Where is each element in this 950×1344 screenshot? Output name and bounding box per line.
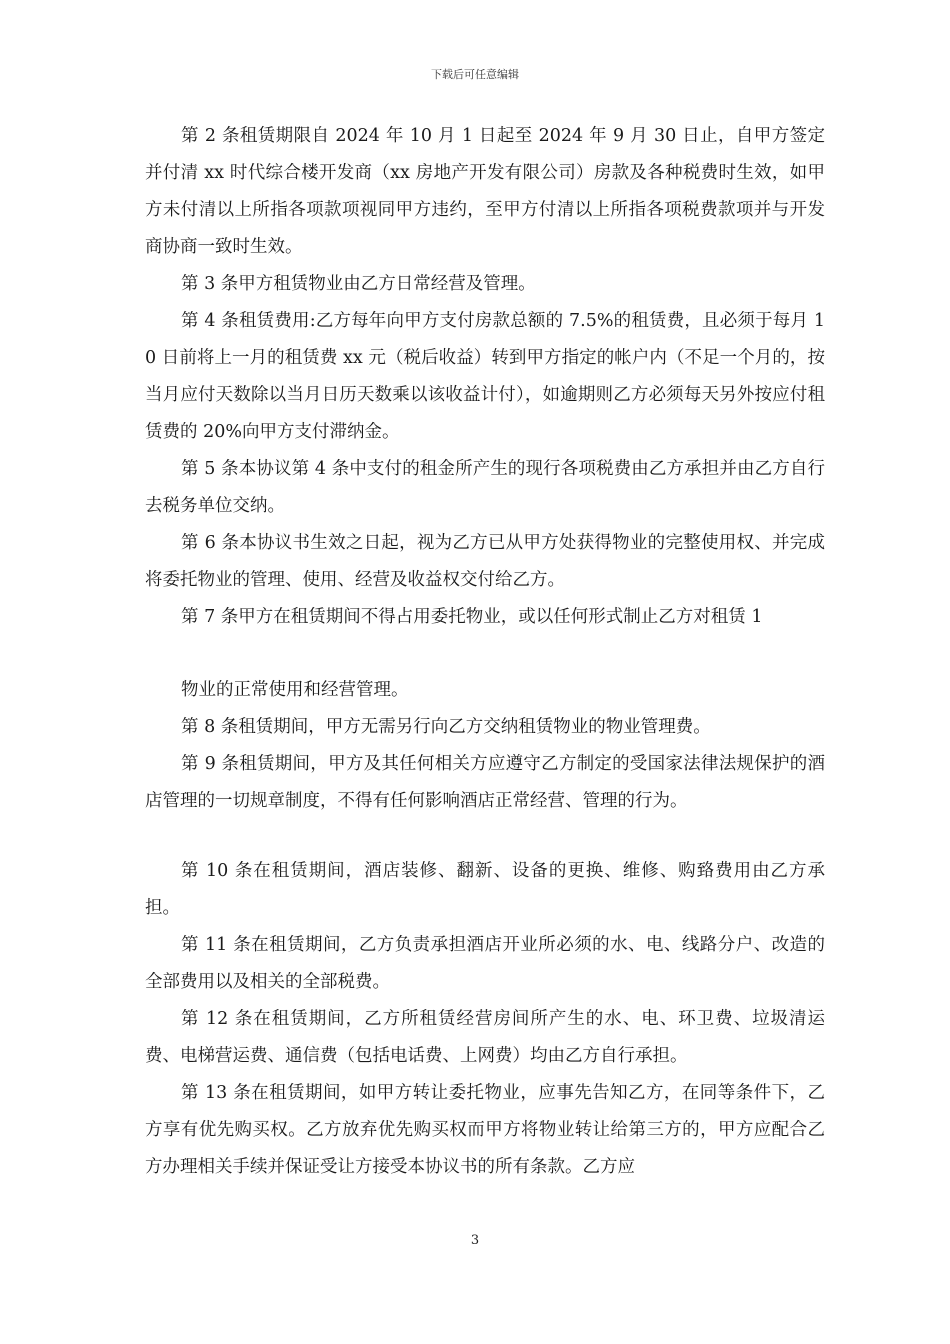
article-3-paragraph: 第 3 条甲方租赁物业由乙方日常经营及管理。 <box>181 274 536 294</box>
section-gap <box>145 820 825 853</box>
article-7-continuation: 物业的正常使用和经营管理。 <box>181 680 409 700</box>
article-7-paragraph: 第 7 条甲方在租赁期间不得占用委托物业，或以任何形式制止乙方对租赁 1 <box>181 607 763 627</box>
section-gap <box>145 636 825 672</box>
article-12-paragraph: 第 12 条在租赁期间，乙方所租赁经营房间所产生的水、电、环卫费、垃圾清运费、电梯营运费、通信费（包括电话费、上网费）均由乙方自行承担。 <box>145 1009 825 1066</box>
article-6-paragraph: 第 6 条本协议书生效之日起，视为乙方已从甲方处获得物业的完整使用权、并完成将委托物业的管理、使用、经营及收益权交付给乙方。 <box>145 533 825 590</box>
document-body <box>145 118 825 1186</box>
article-10-paragraph: 第 10 条在租赁期间，酒店装修、翻新、设备的更换、维修、购臵费用由乙方承担。 <box>145 861 825 918</box>
article-2-paragraph: 第 2 条租赁期限自 2024 年 10 月 1 日起至 2024 年 9 月 30 日止，自甲方签定并付清 xx 时代综合楼开发商（xx 房地产开发有限公司）房款及各种税费时生效，如甲方未付清以上所指各项款项视同甲方违约，至甲方付清以上所指各项税费款项并与开发商协商一致时生效。 <box>145 126 825 257</box>
article-13-paragraph: 第 13 条在租赁期间，如甲方转让委托物业，应事先告知乙方，在同等条件下，乙方享有优先购买权。乙方放弃优先购买权而甲方将物业转让给第三方的，甲方应配合乙方办理相关手续并保证受让方接受本协议书的所有条款。乙方应 <box>145 1083 825 1177</box>
article-9-paragraph: 第 9 条租赁期间，甲方及其任何相关方应遵守乙方制定的受国家法律法规保护的酒店管理的一切规章制度，不得有任何影响酒店正常经营、管理的行为。 <box>145 754 825 811</box>
article-5-paragraph: 第 5 条本协议第 4 条中支付的租金所产生的现行各项税费由乙方承担并由乙方自行去税务单位交纳。 <box>145 459 825 516</box>
article-8-paragraph: 第 8 条租赁期间，甲方无需另行向乙方交纳租赁物业的物业管理费。 <box>181 717 711 737</box>
page-number: 3 <box>470 1233 480 1248</box>
page-header: 下载后可任意编辑 <box>431 68 519 81</box>
article-11-paragraph: 第 11 条在租赁期间，乙方负责承担酒店开业所必须的水、电、线路分户、改造的全部费用以及相关的全部税费。 <box>145 935 825 992</box>
article-4-paragraph: 第 4 条租赁费用:乙方每年向甲方支付房款总额的 7.5%的租赁费，且必须于每月 10 日前将上一月的租赁费 xx 元（税后收益）转到甲方指定的帐户内（不足一个月的，按当月应付天数除以当月日历天数乘以该收益计付），如逾期则乙方必须每天另外按应付租赁费的 20%向甲方支付滞纳金。 <box>145 311 825 442</box>
